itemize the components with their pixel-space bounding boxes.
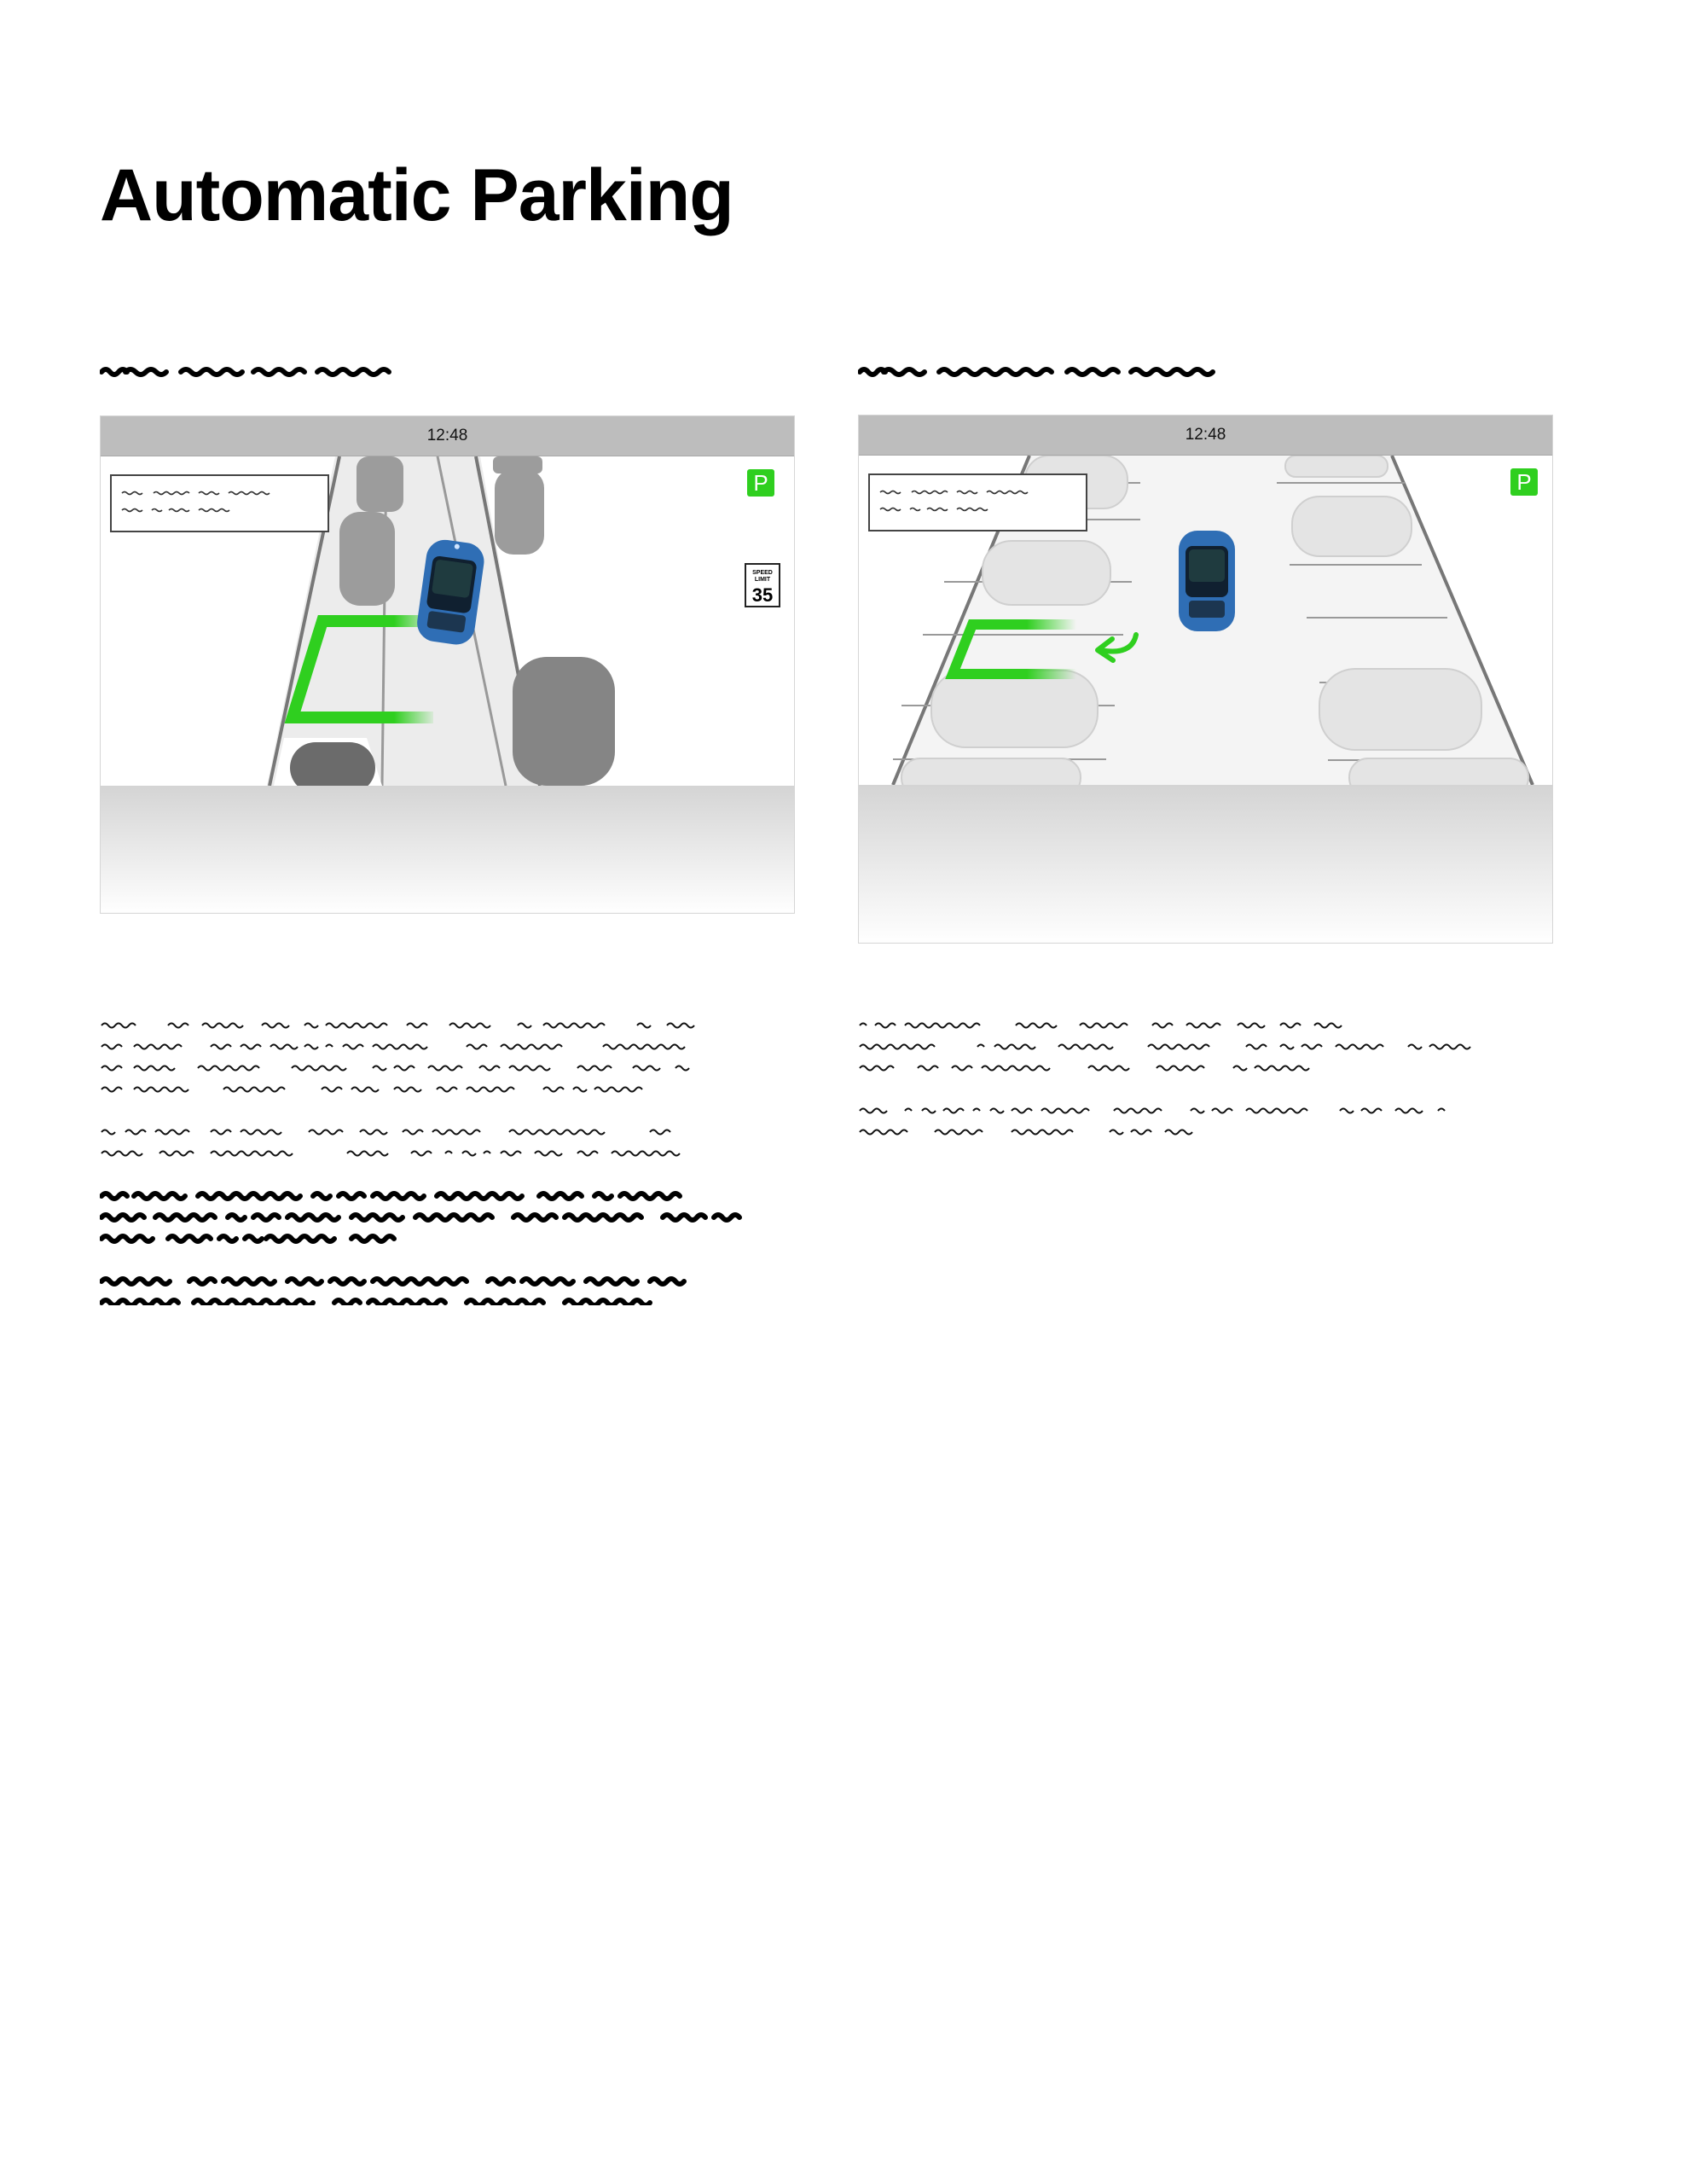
screen-fade — [859, 785, 1552, 944]
left-display-screenshot — [100, 415, 795, 914]
parking-lot-scene — [859, 456, 1553, 785]
svg-text:LIMIT: LIMIT — [754, 577, 771, 583]
notification-box — [111, 475, 328, 531]
left-body-text — [100, 1015, 808, 1305]
status-bar — [101, 416, 794, 456]
park-assist-icon — [1510, 468, 1538, 496]
svg-text:P: P — [1516, 469, 1532, 495]
svg-text:SPEED: SPEED — [752, 570, 773, 576]
right-image-caption — [858, 363, 1259, 380]
speed-limit-sign — [745, 564, 780, 607]
status-bar — [859, 415, 1552, 456]
park-assist-icon — [747, 469, 774, 497]
right-body-text — [858, 1015, 1566, 1143]
status-time: 12:48 — [1185, 426, 1226, 444]
svg-text:35: 35 — [751, 584, 774, 606]
right-display-screenshot — [858, 415, 1553, 944]
notification-box — [869, 474, 1087, 531]
screen-fade — [101, 786, 794, 914]
page-title: Automatic Parking — [100, 154, 733, 236]
parking-scene — [101, 456, 795, 786]
ego-car — [1179, 531, 1235, 631]
status-time: 12:48 — [426, 427, 468, 444]
svg-text:P: P — [753, 470, 768, 496]
left-image-caption — [100, 363, 449, 380]
